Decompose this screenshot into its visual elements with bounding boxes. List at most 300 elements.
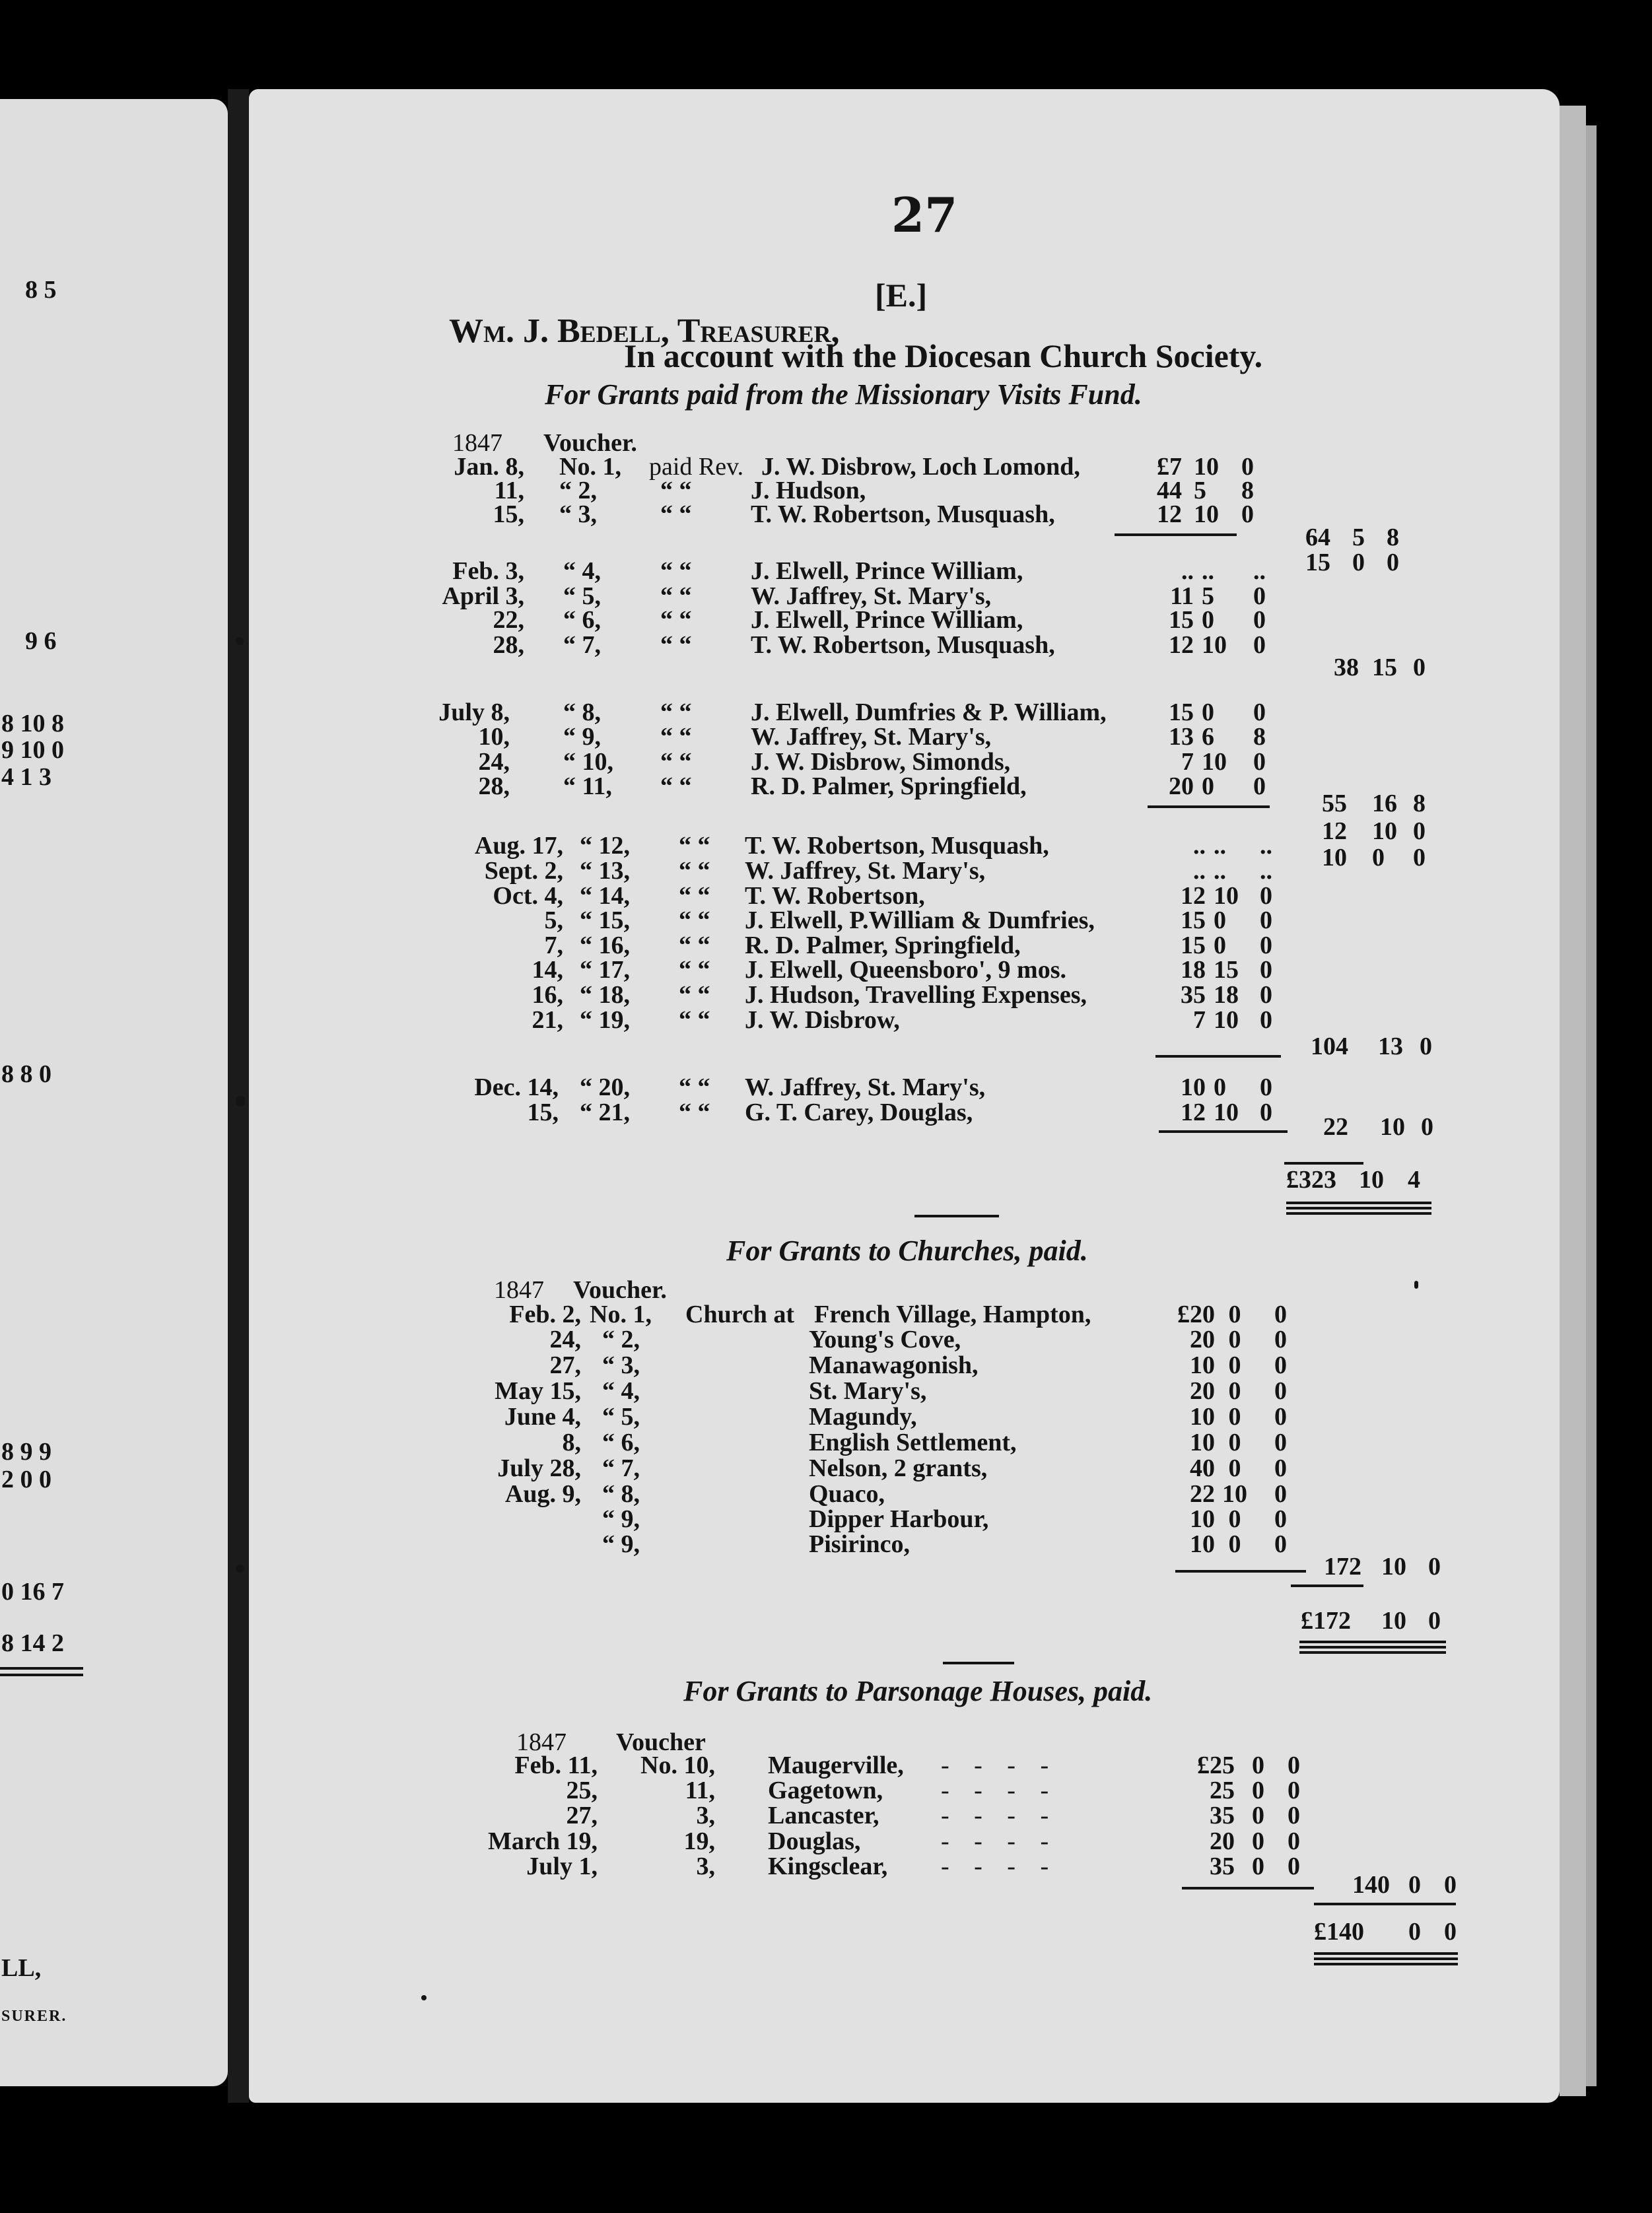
missionary-subtotal-d: 0	[1420, 1033, 1432, 1060]
total-rule	[1286, 1202, 1431, 1215]
missionary-date: Oct. 4,	[493, 882, 563, 910]
missionary-paid: “ “	[679, 1006, 710, 1034]
parsonage-total-d: 0	[1444, 1918, 1457, 1946]
missionary-amount-l: 12	[1181, 1099, 1206, 1126]
churches-total-l: £172	[1301, 1607, 1351, 1635]
missionary-date: 21,	[532, 1006, 563, 1034]
missionary-paid: “ “	[679, 1073, 710, 1101]
missionary-amount-s: ..	[1202, 557, 1214, 585]
parsonage-amount-s: 0	[1252, 1752, 1264, 1779]
missionary-voucher-no: “ 9,	[563, 723, 601, 751]
binding-mark	[236, 637, 244, 645]
missionary-amount-s: ..	[1214, 832, 1226, 860]
church-amount-l: 20	[1190, 1377, 1215, 1405]
church-amount-d: 0	[1274, 1351, 1287, 1379]
missionary-payee: J. Elwell, P.William & Dumfries,	[745, 906, 1095, 934]
church-amount-l: 10	[1190, 1351, 1215, 1379]
missionary-date: 16,	[532, 981, 563, 1009]
missionary-amount-d: 8	[1241, 477, 1254, 504]
missionary-amount-l: 13	[1169, 723, 1194, 751]
missionary-subtotal-d: 8	[1413, 790, 1426, 817]
church-amount-l: 40	[1190, 1454, 1215, 1482]
missionary-voucher-no: “ 10,	[563, 748, 613, 776]
parsonage-amount-l: 25	[1210, 1777, 1235, 1804]
missionary-amount-s: 5	[1194, 477, 1206, 504]
missionary-amount-d: 0	[1253, 582, 1266, 610]
sum-rule	[1182, 1887, 1314, 1890]
missionary-amount-l: 7	[1181, 748, 1194, 776]
church-voucher-no: “ 8,	[602, 1480, 640, 1508]
church-place: French Village, Hampton,	[814, 1301, 1091, 1328]
church-voucher-no: “ 9,	[602, 1530, 640, 1558]
church-amount-d: 0	[1274, 1377, 1287, 1405]
church-amount-s: 0	[1228, 1530, 1241, 1558]
section-divider	[914, 1215, 999, 1217]
missionary-subtotal-d: 0	[1387, 549, 1399, 576]
missionary-voucher-no: “ 6,	[563, 606, 601, 634]
missionary-voucher-no: “ 8,	[563, 698, 601, 726]
parsonage-amount-d: 0	[1288, 1802, 1300, 1829]
church-place: Pisirinco,	[809, 1530, 911, 1558]
missionary-voucher-no: “ 17,	[580, 956, 630, 984]
missionary-date: 11,	[494, 477, 524, 504]
missionary-date: Dec. 14,	[474, 1073, 559, 1101]
parsonage-amount-s: 0	[1252, 1802, 1264, 1829]
church-date: May 15,	[495, 1377, 581, 1405]
left-fragment: SURER.	[1, 2008, 67, 2025]
ink-speck	[1414, 1281, 1418, 1289]
church-place: St. Mary's,	[809, 1377, 927, 1405]
left-fragment: 8 8 0	[1, 1060, 52, 1088]
missionary-amount-l: 18	[1181, 956, 1206, 984]
church-amount-d: 0	[1274, 1429, 1287, 1456]
missionary-amount-s: 18	[1214, 981, 1239, 1009]
missionary-voucher-no: “ 11,	[563, 772, 612, 800]
missionary-subtotal-s: 0	[1372, 844, 1385, 871]
parsonage-amount-l: 35	[1210, 1802, 1235, 1829]
missionary-voucher-no: “ 3,	[559, 500, 597, 528]
missionary-subtotal-l: 15	[1305, 549, 1330, 576]
missionary-paid: “ “	[660, 582, 692, 610]
missionary-amount-d: ..	[1260, 857, 1272, 885]
parsonage-voucher-no: 11,	[685, 1777, 715, 1804]
missionary-amount-d: 0	[1241, 453, 1254, 481]
parsonage-leader: - - - -	[941, 1853, 1058, 1880]
missionary-date: 5,	[544, 906, 563, 934]
missionary-paid: “ “	[660, 631, 692, 659]
sum-rule	[1314, 1903, 1456, 1905]
church-place: Quaco,	[809, 1480, 885, 1508]
sum-rule	[1148, 805, 1270, 808]
parsonage-place: Douglas,	[768, 1827, 861, 1855]
missionary-amount-d: 0	[1253, 748, 1266, 776]
parsonage-year: 1847	[516, 1728, 567, 1756]
missionary-total-l: £323	[1286, 1166, 1336, 1194]
missionary-amount-d: 0	[1260, 981, 1272, 1009]
missionary-paid: “ “	[679, 981, 710, 1009]
parsonage-amount-s: 0	[1252, 1827, 1264, 1855]
missionary-amount-l: 20	[1169, 772, 1194, 800]
missionary-amount-l: ..	[1193, 857, 1206, 885]
missionary-amount-s: 0	[1214, 932, 1226, 959]
missionary-amount-d: 0	[1260, 906, 1272, 934]
missionary-payee: J. W. Disbrow, Loch Lomond,	[761, 453, 1080, 481]
missionary-total-s: 10	[1359, 1166, 1384, 1194]
missionary-amount-d: 0	[1260, 932, 1272, 959]
missionary-subtotal-s: 0	[1352, 549, 1365, 576]
parsonage-voucher-no: 3,	[696, 1853, 715, 1880]
parsonage-amount-l: 35	[1210, 1853, 1235, 1880]
missionary-paid: “ “	[660, 748, 692, 776]
sum-rule	[1155, 1055, 1281, 1058]
churches-heading: For Grants to Churches, paid.	[726, 1235, 1088, 1267]
missionary-subtotal-d: 8	[1387, 524, 1399, 551]
parsonage-leader: - - - -	[941, 1752, 1058, 1779]
parsonage-leader: - - - -	[941, 1827, 1058, 1855]
parsonage-total-s: 0	[1408, 1918, 1421, 1946]
church-amount-d: 0	[1274, 1326, 1287, 1353]
missionary-amount-d: 0	[1241, 500, 1254, 528]
missionary-paid: “ “	[679, 956, 710, 984]
parsonage-amount-l: 20	[1210, 1827, 1235, 1855]
missionary-amount-l: 44	[1157, 477, 1182, 504]
missionary-amount-l: 11	[1170, 582, 1194, 610]
missionary-total-d: 4	[1408, 1166, 1420, 1194]
missionary-paid: “ “	[660, 557, 692, 585]
missionary-subtotal-l: 12	[1322, 817, 1347, 845]
missionary-amount-d: 0	[1260, 882, 1272, 910]
missionary-voucher-label: Voucher.	[543, 429, 637, 457]
missionary-payee: T. W. Robertson, Musquash,	[745, 832, 1049, 860]
missionary-payee: W. Jaffrey, St. Mary's,	[751, 582, 992, 610]
church-amount-s: 0	[1228, 1454, 1241, 1482]
missionary-year: 1847	[452, 429, 502, 457]
church-amount-l: 10	[1190, 1403, 1215, 1431]
parsonage-amount-s: 0	[1252, 1777, 1264, 1804]
church-place: Dipper Harbour,	[809, 1505, 989, 1533]
church-amount-d: 0	[1274, 1454, 1287, 1482]
missionary-paid: “ “	[679, 832, 710, 860]
missionary-subtotal-l: 55	[1322, 790, 1347, 817]
church-place: Young's Cove,	[809, 1326, 961, 1353]
missionary-paid: paid Rev.	[649, 453, 744, 481]
missionary-heading: For Grants paid from the Missionary Visits Fund.	[545, 378, 1142, 411]
missionary-paid: “ “	[660, 772, 692, 800]
parsonage-subtotal-d: 0	[1444, 1871, 1457, 1899]
missionary-subtotal-l: 104	[1311, 1033, 1348, 1060]
church-date: June 4,	[504, 1403, 581, 1431]
parsonage-leader: - - - -	[941, 1802, 1058, 1829]
left-fragment: 9 6	[25, 627, 57, 655]
parsonage-date: 27,	[566, 1802, 598, 1829]
missionary-amount-l: 15	[1181, 906, 1206, 934]
missionary-date: April 3,	[442, 582, 524, 610]
left-fragment: 8 5	[25, 276, 57, 304]
parsonage-amount-d: 0	[1288, 1853, 1300, 1880]
churches-total-s: 10	[1381, 1607, 1406, 1635]
missionary-date: 7,	[544, 932, 563, 959]
missionary-amount-l: 12	[1157, 500, 1182, 528]
left-fragment: 0 16 7	[1, 1578, 64, 1606]
church-amount-s: 0	[1228, 1301, 1241, 1328]
missionary-payee: J. Elwell, Prince William,	[751, 606, 1023, 634]
account-line: In account with the Diocesan Church Society.	[624, 337, 1263, 374]
missionary-paid: “ “	[660, 500, 692, 528]
church-amount-l: 20	[1190, 1326, 1215, 1353]
parsonage-place: Gagetown,	[768, 1777, 883, 1804]
church-date: 27,	[549, 1351, 581, 1379]
missionary-amount-s: 10	[1214, 1099, 1239, 1126]
parsonage-amount-d: 0	[1288, 1777, 1300, 1804]
church-amount-d: 0	[1274, 1480, 1287, 1508]
missionary-amount-s: 10	[1194, 500, 1219, 528]
missionary-payee: W. Jaffrey, St. Mary's,	[745, 1073, 986, 1101]
missionary-paid: “ “	[679, 932, 710, 959]
parsonage-amount-s: 0	[1252, 1853, 1264, 1880]
left-fragment: 2 0 0	[1, 1466, 52, 1493]
missionary-payee: T. W. Robertson, Musquash,	[751, 500, 1055, 528]
church-voucher-no: “ 5,	[602, 1403, 640, 1431]
missionary-amount-d: ..	[1253, 557, 1266, 585]
left-fragment: 8 14 2	[1, 1629, 64, 1657]
missionary-amount-s: 5	[1202, 582, 1214, 610]
left-fragment: LL,	[1, 1954, 42, 1982]
church-date: Feb. 2,	[509, 1301, 581, 1328]
missionary-paid: “ “	[660, 477, 692, 504]
church-amount-s: 0	[1228, 1429, 1241, 1456]
parsonage-place: Kingsclear,	[768, 1853, 888, 1880]
missionary-subtotal-l: 10	[1322, 844, 1347, 871]
church-amount-s: 0	[1228, 1403, 1241, 1431]
churches-subtotal-l: 172	[1324, 1553, 1361, 1581]
missionary-payee: J. Elwell, Queensboro', 9 mos.	[745, 956, 1066, 984]
treasurer-line: Wm. J. Bedell, Treasurer,	[449, 312, 840, 350]
church-amount-d: 0	[1274, 1403, 1287, 1431]
parsonage-amount-d: 0	[1288, 1752, 1300, 1779]
parsonage-heading: For Grants to Parsonage Houses, paid.	[683, 1675, 1153, 1707]
church-amount-l: 10	[1190, 1530, 1215, 1558]
left-fragment: 8 9 9	[1, 1438, 52, 1466]
missionary-date: Feb. 3,	[452, 557, 524, 585]
missionary-amount-s: 6	[1202, 723, 1214, 751]
missionary-date: Sept. 2,	[484, 857, 563, 885]
missionary-subtotal-l: 22	[1323, 1113, 1348, 1141]
church-place: English Settlement,	[809, 1429, 1017, 1456]
missionary-amount-s: ..	[1214, 857, 1226, 885]
missionary-paid: “ “	[679, 1099, 710, 1126]
missionary-subtotal-d: 0	[1413, 844, 1426, 871]
parsonage-date: March 19,	[487, 1827, 598, 1855]
church-amount-l: £20	[1177, 1301, 1215, 1328]
missionary-amount-s: 0	[1214, 906, 1226, 934]
missionary-payee: T. W. Robertson, Musquash,	[751, 631, 1055, 659]
parsonage-place: Lancaster,	[768, 1802, 879, 1829]
church-amount-s: 0	[1228, 1377, 1241, 1405]
left-fragment: 4 1 3	[1, 763, 52, 791]
missionary-amount-s: 10	[1214, 882, 1239, 910]
church-amount-s: 0	[1228, 1326, 1241, 1353]
missionary-payee: T. W. Robertson,	[745, 882, 925, 910]
missionary-subtotal-s: 10	[1380, 1113, 1405, 1141]
missionary-amount-d: 0	[1260, 1006, 1272, 1034]
missionary-amount-l: 35	[1181, 981, 1206, 1009]
church-voucher-no: “ 6,	[602, 1429, 640, 1456]
church-amount-s: 0	[1228, 1505, 1241, 1533]
missionary-payee: J. W. Disbrow, Simonds,	[751, 748, 1011, 776]
parsonage-date: Feb. 11,	[514, 1752, 598, 1779]
parsonage-date: 25,	[566, 1777, 598, 1804]
left-fragment: 8 10 8	[1, 710, 64, 737]
missionary-voucher-no: “ 5,	[563, 582, 601, 610]
missionary-voucher-no: “ 21,	[580, 1099, 630, 1126]
missionary-payee: R. D. Palmer, Springfield,	[751, 772, 1027, 800]
missionary-subtotal-s: 15	[1372, 654, 1397, 681]
missionary-payee: R. D. Palmer, Springfield,	[745, 932, 1021, 959]
missionary-voucher-no: “ 19,	[580, 1006, 630, 1034]
church-amount-d: 0	[1274, 1301, 1287, 1328]
churches-subtotal-d: 0	[1428, 1553, 1441, 1581]
missionary-payee: G. T. Carey, Douglas,	[745, 1099, 973, 1126]
missionary-amount-l: 15	[1169, 606, 1194, 634]
missionary-amount-d: 0	[1260, 956, 1272, 984]
missionary-subtotal-d: 0	[1413, 817, 1426, 845]
missionary-amount-l: £7	[1157, 453, 1182, 481]
missionary-amount-s: 0	[1202, 772, 1214, 800]
missionary-paid: “ “	[660, 723, 692, 751]
missionary-amount-l: 12	[1169, 631, 1194, 659]
missionary-amount-l: ..	[1181, 557, 1194, 585]
missionary-payee: W. Jaffrey, St. Mary's,	[745, 857, 986, 885]
parsonage-subtotal-l: 140	[1352, 1871, 1390, 1899]
missionary-amount-d: 0	[1253, 772, 1266, 800]
missionary-amount-l: 15	[1181, 932, 1206, 959]
parsonage-place: Maugerville,	[768, 1752, 904, 1779]
sum-rule	[1291, 1584, 1363, 1587]
missionary-amount-l: 12	[1181, 882, 1206, 910]
missionary-voucher-no: “ 4,	[563, 557, 601, 585]
parsonage-voucher-no: 19,	[683, 1827, 715, 1855]
church-voucher-no: “ 9,	[602, 1505, 640, 1533]
church-amount-d: 0	[1274, 1530, 1287, 1558]
church-date: Aug. 9,	[504, 1480, 581, 1508]
churches-year: 1847	[494, 1276, 544, 1304]
church-amount-l: 22	[1190, 1480, 1215, 1508]
missionary-voucher-no: No. 1,	[559, 453, 621, 481]
parsonage-voucher-no: 3,	[696, 1802, 715, 1829]
missionary-voucher-no: “ 14,	[580, 882, 630, 910]
church-amount-l: 10	[1190, 1429, 1215, 1456]
missionary-date: 24,	[478, 748, 510, 776]
sum-rule	[1115, 533, 1237, 536]
missionary-voucher-no: “ 7,	[563, 631, 601, 659]
missionary-subtotal-s: 13	[1378, 1033, 1403, 1060]
church-voucher-no: “ 7,	[602, 1454, 640, 1482]
church-voucher-no: No. 1,	[590, 1301, 652, 1328]
sum-rule	[1159, 1130, 1288, 1133]
parsonage-voucher-label: Voucher	[616, 1728, 706, 1756]
missionary-date: 15,	[493, 500, 524, 528]
missionary-paid: “ “	[660, 606, 692, 634]
missionary-amount-s: 0	[1214, 1073, 1226, 1101]
missionary-amount-l: 7	[1193, 1006, 1206, 1034]
missionary-payee: J. W. Disbrow,	[745, 1006, 900, 1034]
missionary-amount-s: 0	[1202, 698, 1214, 726]
parsonage-amount-d: 0	[1288, 1827, 1300, 1855]
left-fragment: 9 10 0	[1, 736, 64, 764]
missionary-amount-d: 0	[1260, 1099, 1272, 1126]
parsonage-subtotal-s: 0	[1408, 1871, 1421, 1899]
missionary-amount-s: 15	[1214, 956, 1239, 984]
missionary-date: Jan. 8,	[454, 453, 524, 481]
church-voucher-no: “ 2,	[602, 1326, 640, 1353]
missionary-subtotal-s: 5	[1352, 524, 1365, 551]
church-at-label: Church at	[685, 1301, 795, 1328]
missionary-amount-s: 0	[1202, 606, 1214, 634]
churches-total-d: 0	[1428, 1607, 1441, 1635]
church-place: Nelson, 2 grants,	[809, 1454, 988, 1482]
missionary-voucher-no: “ 2,	[559, 477, 597, 504]
sum-rule	[1175, 1570, 1306, 1573]
church-date: July 28,	[497, 1454, 581, 1482]
missionary-date: 28,	[478, 772, 510, 800]
parsonage-date: July 1,	[526, 1853, 598, 1880]
missionary-subtotal-s: 16	[1372, 790, 1397, 817]
parsonage-voucher-no: No. 10,	[640, 1752, 715, 1779]
missionary-amount-l: ..	[1193, 832, 1206, 860]
binding-mark	[236, 1565, 244, 1573]
missionary-date: 15,	[527, 1099, 559, 1126]
missionary-date: 28,	[493, 631, 524, 659]
church-amount-s: 0	[1228, 1351, 1241, 1379]
church-date: 24,	[549, 1326, 581, 1353]
missionary-voucher-no: “ 16,	[580, 932, 630, 959]
section-label: [E.]	[875, 277, 928, 314]
missionary-amount-s: 10	[1202, 631, 1227, 659]
church-place: Manawagonish,	[809, 1351, 979, 1379]
sum-rule	[1284, 1162, 1363, 1165]
church-place: Magundy,	[809, 1403, 917, 1431]
total-rule	[1299, 1641, 1446, 1654]
missionary-voucher-no: “ 20,	[580, 1073, 630, 1101]
missionary-amount-d: 0	[1253, 606, 1266, 634]
missionary-voucher-no: “ 15,	[580, 906, 630, 934]
missionary-paid: “ “	[660, 698, 692, 726]
parsonage-leader: - - - -	[941, 1777, 1058, 1804]
missionary-amount-s: 10	[1214, 1006, 1239, 1034]
missionary-amount-s: 10	[1202, 748, 1227, 776]
missionary-subtotal-s: 10	[1372, 817, 1397, 845]
missionary-voucher-no: “ 18,	[580, 981, 630, 1009]
missionary-amount-d: 0	[1260, 1073, 1272, 1101]
missionary-payee: J. Elwell, Prince William,	[751, 557, 1023, 585]
section-divider	[943, 1662, 1014, 1664]
total-rule	[1314, 1952, 1458, 1965]
church-amount-l: 10	[1190, 1505, 1215, 1533]
missionary-date: 14,	[532, 956, 563, 984]
missionary-date: Aug. 17,	[474, 832, 563, 860]
missionary-amount-d: 0	[1253, 698, 1266, 726]
church-amount-s: 10	[1222, 1480, 1247, 1508]
missionary-paid: “ “	[679, 857, 710, 885]
missionary-paid: “ “	[679, 882, 710, 910]
missionary-amount-s: 10	[1194, 453, 1219, 481]
ink-speck	[421, 1995, 427, 2000]
missionary-subtotal-l: 64	[1305, 524, 1330, 551]
binding-mark	[236, 1096, 245, 1106]
missionary-amount-d: 8	[1253, 723, 1266, 751]
church-date: 8,	[562, 1429, 581, 1456]
parsonage-amount-l: £25	[1197, 1752, 1235, 1779]
